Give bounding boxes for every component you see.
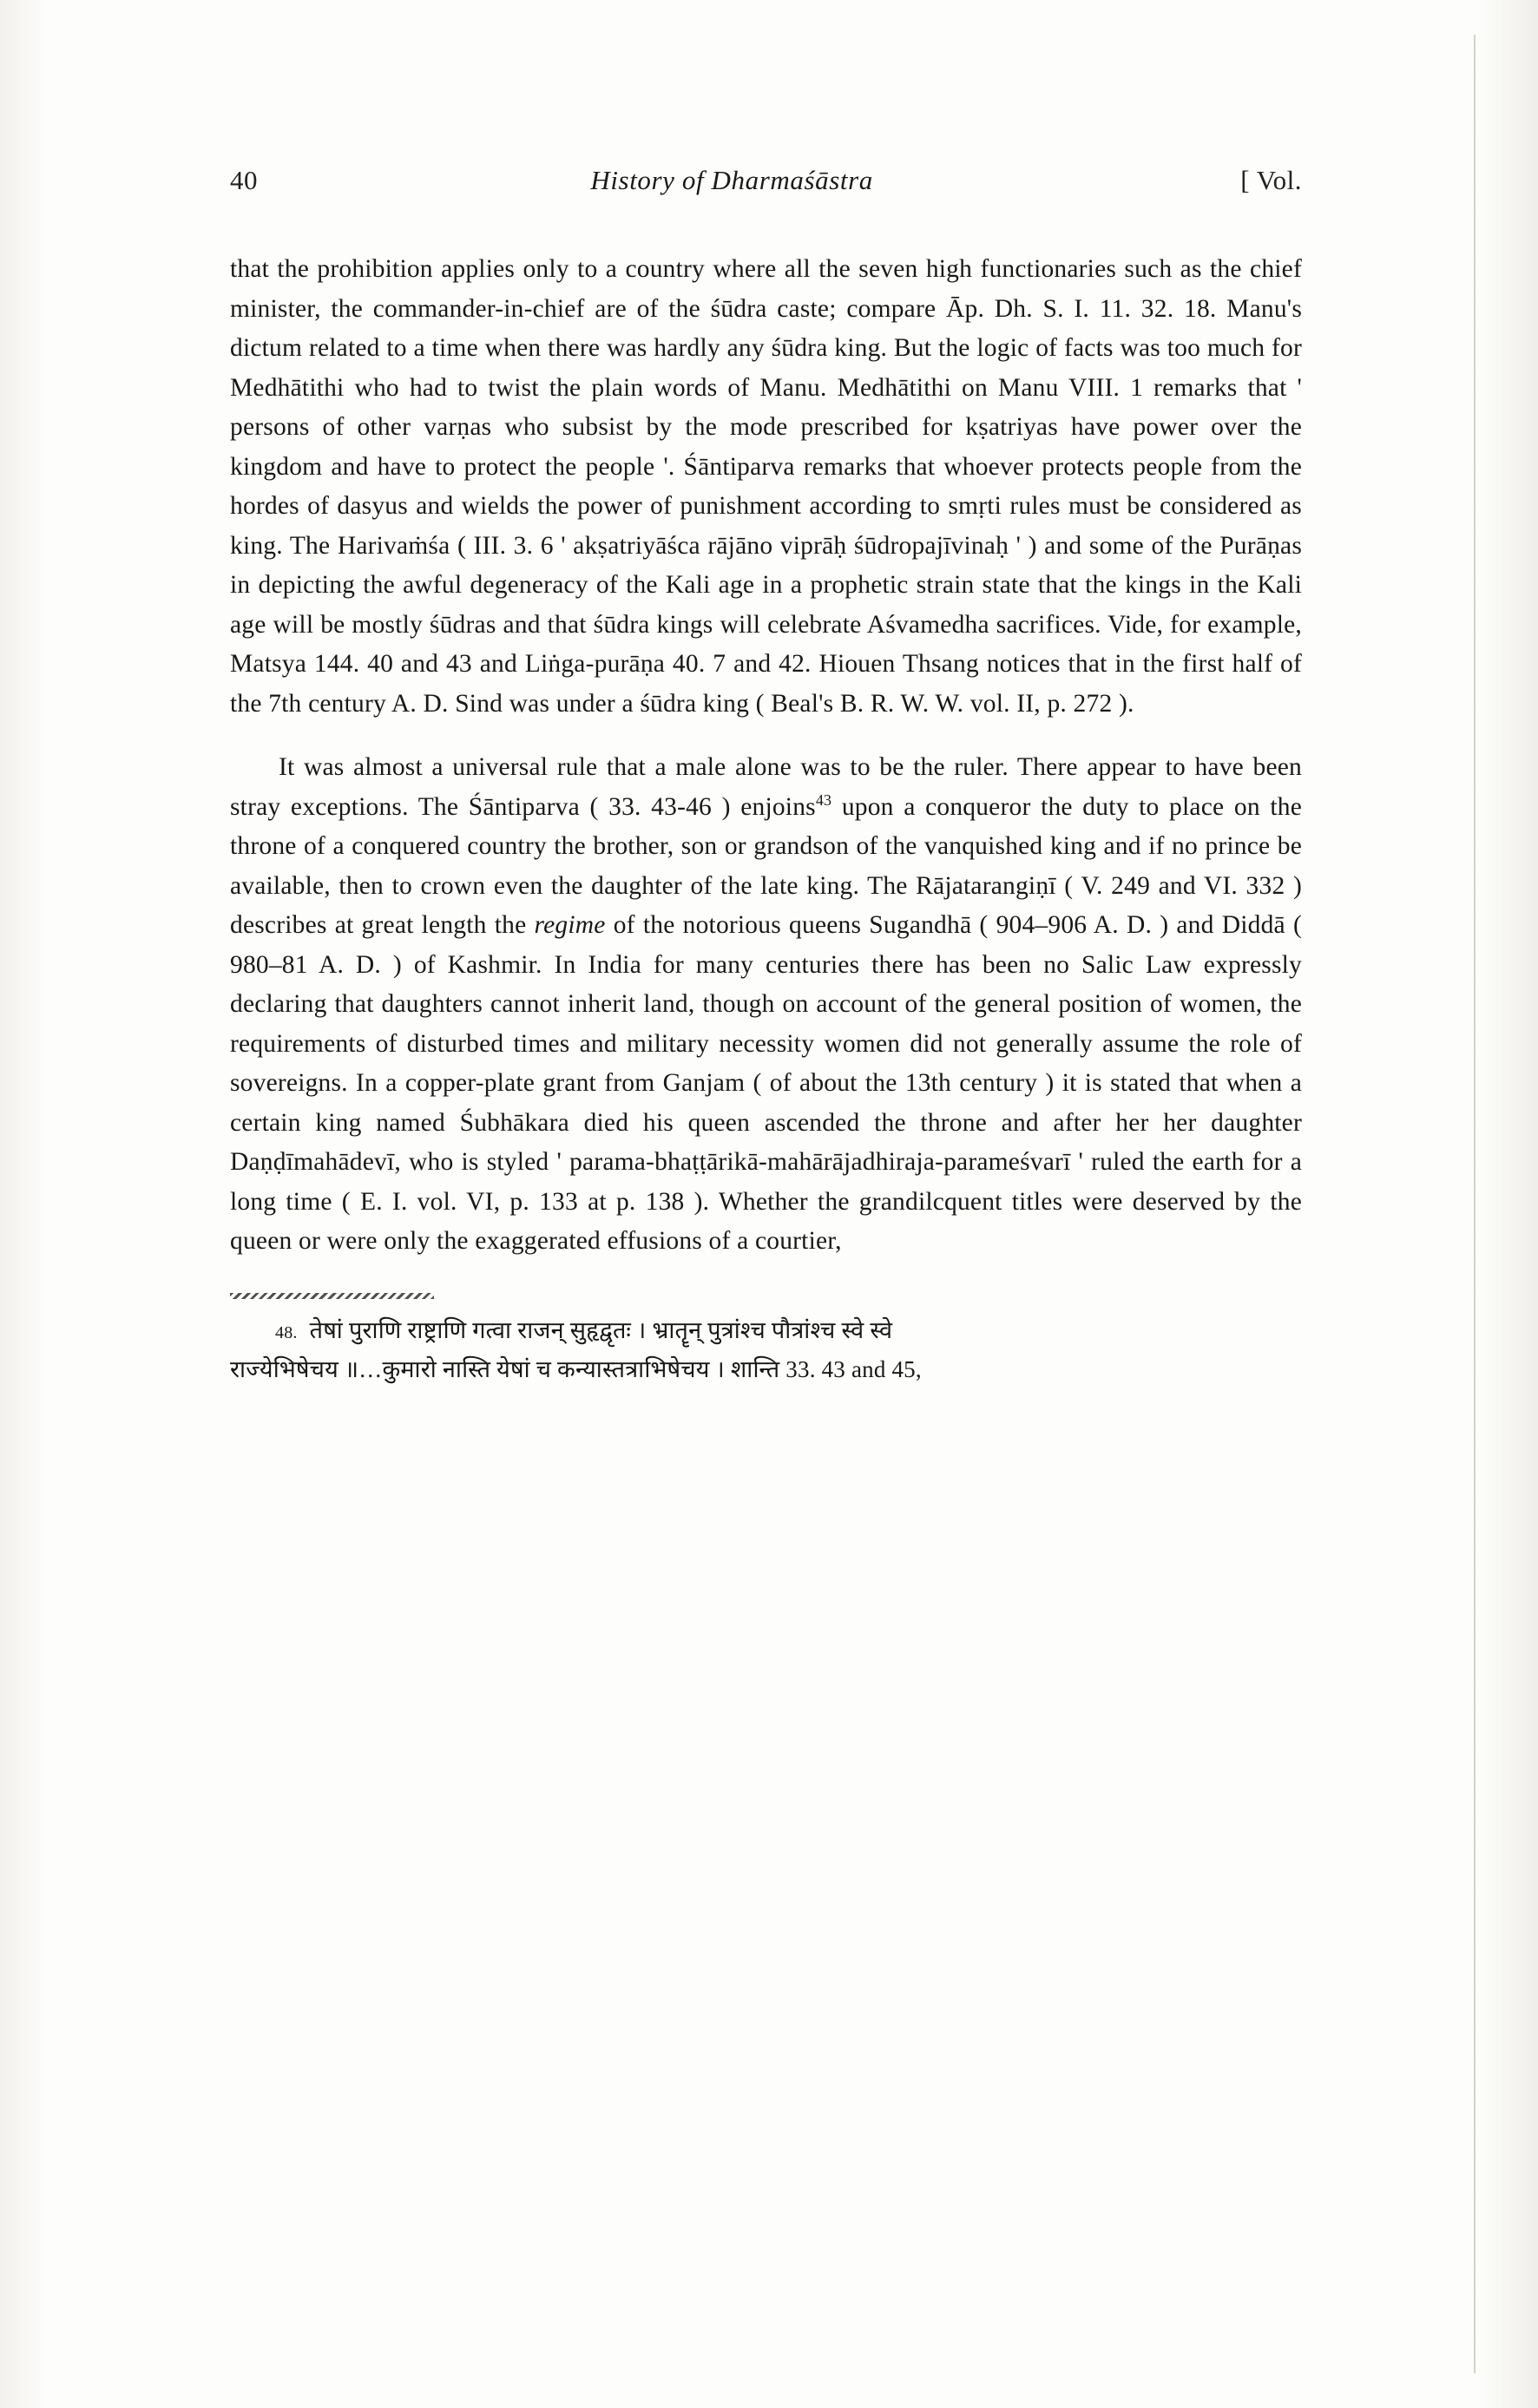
- paragraph-2-text-b: upon a conqueror the duty to place on the throne of a conquered country the brother, son or grandson of the vanquished king and if no prince be available, then to crown even the daughter of the late king. The Rājatarangiṇī ( V. 249 and VI. 332 ) describes at great length the: [230, 792, 1303, 939]
- paragraph-2-italic-term: regime: [534, 911, 606, 939]
- running-title: History of Dharmaśāstra: [590, 165, 873, 195]
- footnote-line-1: तेषां पुराणि राष्ट्राणि गत्वा राजन् सुहृद्वृतः । भ्रातॄन् पुत्रांश्च पौत्रांश्च स्वे स्वे: [309, 1316, 893, 1343]
- paragraph-2-text-c: of the notorious queens Sugandhā ( 904–906 A. D. ) and Diddā ( 980–81 A. D. ) of Kashmir. In India for many centuries there has been no Salic Law expressly declaring that daughters cannot inherit land, though on account of the general position of women, the requirements of disturbed times and military necessity women did not generally assume the role of sovereigns. In a copper-plate grant from Ganjam ( of about the 13th century ) it is stated that when a certain king named Śubhākara died his queen ascended the throne and after her her daughter Daṇḍīmahādevī, who is styled ' parama-bhaṭṭārikā-mahārājadhiraja-parameśvarī ' ruled the earth for a long time ( E. I. vol. VI, p. 133 at p. 138 ). Whether the grandilcquent titles were deserved by the queen or were only the exaggerated effusions of a courtier,: [230, 911, 1302, 1255]
- scan-margin-rule: [1474, 35, 1476, 2373]
- page-content: [230, 165, 1302, 1389]
- paragraph-2: [230, 748, 1302, 1262]
- footnote-line-2: राज्येभिषेचय ॥…कुमारो नास्ति येषां च कन्यास्तत्राभिषेचय । शान्ति 33. 43 and 45,: [230, 1355, 922, 1382]
- footnote-separator-rule: [230, 1291, 434, 1300]
- scan-edge-left: [0, 0, 48, 2408]
- paragraph-2-text-a: It was almost a universal rule that a male alone was to be the ruler. There appear to have been stray exceptions. The Śāntiparva ( 33. 43-46 ) enjoins: [230, 753, 1302, 821]
- footnote-number: 48.: [275, 1322, 298, 1342]
- page-header: [230, 165, 1302, 196]
- volume-marker: [ Vol.: [1240, 165, 1302, 195]
- page-number: 40: [230, 165, 258, 195]
- footnote-block: [230, 1312, 1302, 1389]
- scan-edge-right: [1477, 0, 1538, 2408]
- footnote-reference: 43: [815, 791, 832, 809]
- paragraph-1: that the prohibition applies only to a country where all the seven high functionaries such as the chief minister, the commander-in-chief are of the śūdra caste; compare Āp. Dh. S. I. 11. 32. 18. Manu's dictum related to a time when there was hardly any śūdra king. But the logic of facts was too much for Medhātithi who had to twist the plain words of Manu. Medhātithi on Manu VIII. 1 remarks that ' persons of other varṇas who subsist by the mode prescribed for kṣatriyas have power over the kingdom and have to protect the people '. Śāntiparva remarks that whoever protects people from the hordes of dasyus and wields the power of punishment according to smṛti rules must be considered as king. The Harivaṁśa ( III. 3. 6 ' akṣatriyāśca rājāno viprāḥ śūdropajīvinaḥ ' ) and some of the Purāṇas in depicting the awful degeneracy of the Kali age in a prophetic strain state that the kings in the Kali age will be mostly śūdras and that śūdra kings will celebrate Aśvamedha sacrifices. Vide, for example, Matsya 144. 40 and 43 and Liṅga-purāṇa 40. 7 and 42. Hiouen Thsang notices that in the first half of the 7th century A. D. Sind was under a śūdra king ( Beal's B. R. W. W. vol. II, p. 272 ).: [230, 255, 1302, 718]
